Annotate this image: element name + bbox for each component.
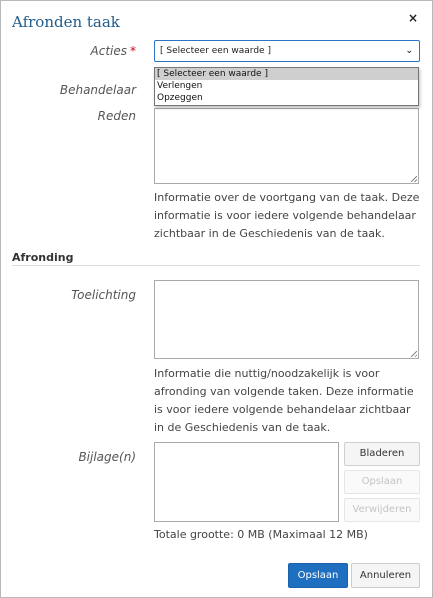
cancel-button[interactable]: Annuleren	[351, 563, 420, 588]
resize-handle-icon[interactable]	[411, 176, 417, 182]
resize-handle-icon[interactable]	[411, 351, 417, 357]
close-icon[interactable]: ×	[407, 11, 418, 25]
toelichting-label: Toelichting	[71, 288, 136, 302]
toelichting-help-text: Informatie die nuttig/noodzakelijk is voor afronding van volgende taken. Deze informatie is voor iedere volgende behandelaar zichtbaar in de Geschiedenis van de taak.	[154, 367, 414, 434]
reden-textarea[interactable]	[154, 108, 419, 184]
attachment-total-size: Totale grootte: 0 MB (Maximaal 12 MB)	[154, 528, 368, 541]
attachment-list[interactable]	[154, 442, 339, 522]
acties-option-opzeggen[interactable]: Opzeggen	[157, 93, 203, 103]
toelichting-textarea[interactable]	[154, 280, 419, 359]
acties-label: Acties *	[90, 44, 136, 58]
dialog-title: Afronden taak	[12, 13, 120, 31]
acties-option-verlengen[interactable]: Verlengen	[157, 81, 203, 91]
reden-label: Reden	[97, 109, 136, 123]
attachment-save-button[interactable]: Opslaan	[344, 470, 420, 494]
section-divider	[12, 265, 420, 266]
save-button[interactable]: Opslaan	[288, 563, 348, 588]
acties-dropdown	[154, 67, 419, 106]
afronding-heading: Afronding	[12, 251, 74, 264]
reden-help-text: Informatie over de voortgang van de taak. Deze informatie is voor iedere volgende behandelaar zichtbaar in de Geschiedenis van de taak.	[154, 191, 420, 240]
required-marker: *	[130, 44, 136, 58]
behandelaar-label: Behandelaar	[59, 83, 136, 97]
acties-select[interactable]	[154, 40, 420, 62]
acties-option-placeholder[interactable]: [ Selecteer een waarde ]	[155, 68, 418, 80]
browse-button[interactable]: Bladeren	[344, 442, 420, 466]
acties-select-value: [ Selecteer een waarde ]	[160, 46, 271, 56]
bijlage-label: Bijlage(n)	[78, 450, 136, 464]
attachment-remove-button[interactable]: Verwijderen	[344, 498, 420, 522]
chevron-down-icon: ⌄	[405, 46, 413, 56]
